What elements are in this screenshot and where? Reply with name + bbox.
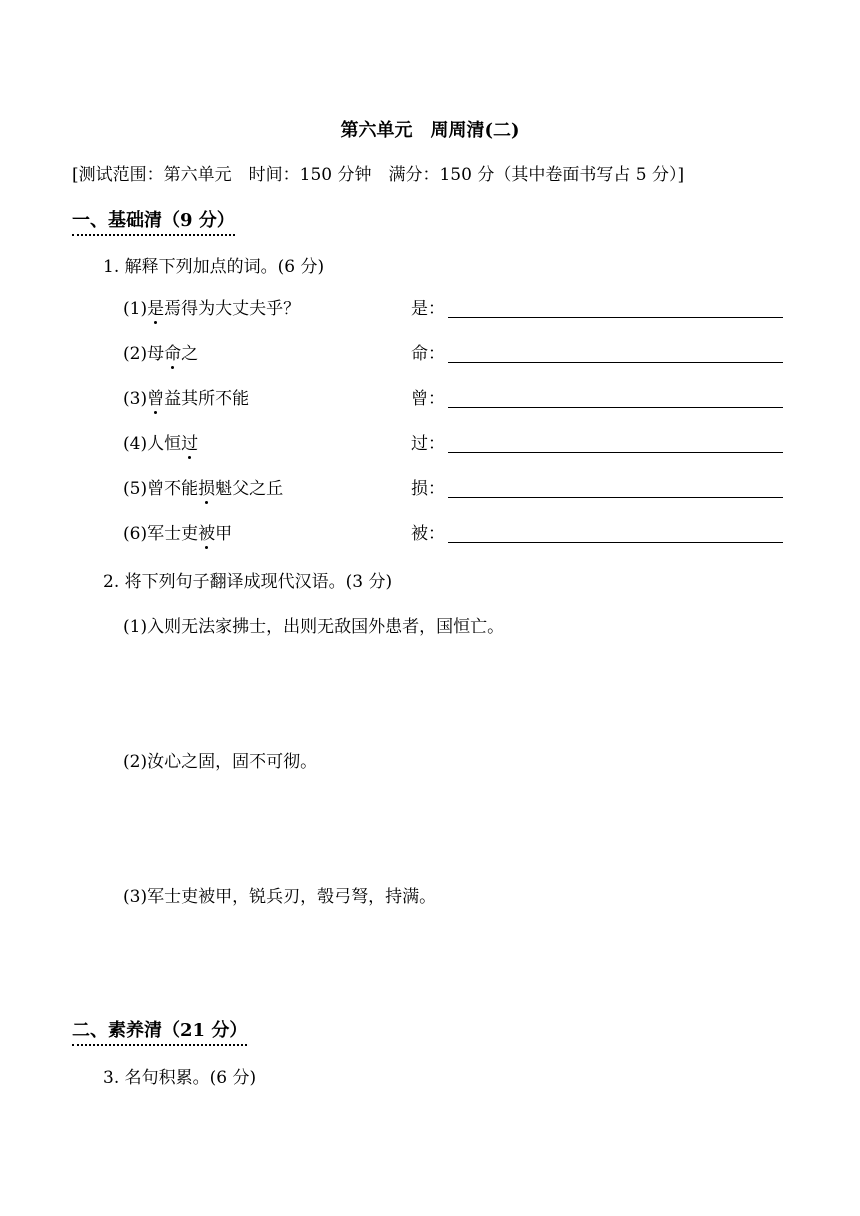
answer-line[interactable]	[448, 497, 783, 498]
dotted-char: 损	[198, 474, 215, 499]
translation-sentence-1: (1)入则无法家拂士，出则无敌国外患者，国恒亡。	[123, 617, 505, 637]
vocab-item-label: 命：	[411, 344, 445, 364]
vocab-item-text: (5)曾不能损魁父之丘	[123, 474, 283, 499]
question-3-prompt: 3. 名句积累。(6 分)	[103, 1068, 257, 1088]
dotted-char: 曾	[147, 384, 164, 409]
vocab-item-text: (4)人恒过	[123, 429, 198, 454]
vocab-item-1	[123, 294, 783, 322]
vocab-item-text: (1)是焉得为大丈夫乎？	[123, 294, 300, 319]
vocab-item-label: 曾：	[411, 389, 445, 409]
vocab-item-5	[123, 474, 783, 502]
test-info: [测试范围：第六单元 时间：150 分钟 满分：150 分（其中卷面书写占 5 分）]	[72, 165, 685, 185]
vocab-item-text: (6)军士吏被甲	[123, 519, 232, 544]
vocab-item-3	[123, 384, 783, 412]
answer-line[interactable]	[448, 542, 783, 543]
question-2-prompt: 2. 将下列句子翻译成现代汉语。(3 分)	[103, 572, 393, 592]
vocab-item-text: (2)母命之	[123, 339, 198, 364]
section-heading-basic: 一、基础清（9 分）	[72, 206, 235, 236]
section-heading-literacy: 二、素养清（21 分）	[72, 1016, 247, 1046]
dotted-char: 过	[181, 429, 198, 454]
answer-line[interactable]	[448, 407, 783, 408]
question-1-prompt: 1. 解释下列加点的词。(6 分)	[103, 257, 325, 277]
translation-sentence-2: (2)汝心之固，固不可彻。	[123, 752, 318, 772]
answer-line[interactable]	[448, 362, 783, 363]
page-title: 第六单元 周周清(二)	[340, 120, 520, 141]
vocab-item-label: 损：	[411, 479, 445, 499]
vocab-item-6	[123, 519, 783, 547]
translation-sentence-3: (3)军士吏被甲，锐兵刃，彀弓弩，持满。	[123, 887, 437, 907]
dotted-char: 被	[198, 519, 215, 544]
dotted-char: 命	[164, 339, 181, 364]
vocab-item-label: 过：	[411, 434, 445, 454]
vocab-item-4	[123, 429, 783, 457]
vocab-item-label: 是：	[411, 299, 445, 319]
dotted-char: 是	[147, 294, 164, 319]
vocab-item-2	[123, 339, 783, 367]
vocab-item-label: 被：	[411, 524, 445, 544]
vocab-item-text: (3)曾益其所不能	[123, 384, 249, 409]
answer-line[interactable]	[448, 452, 783, 453]
answer-line[interactable]	[448, 317, 783, 318]
